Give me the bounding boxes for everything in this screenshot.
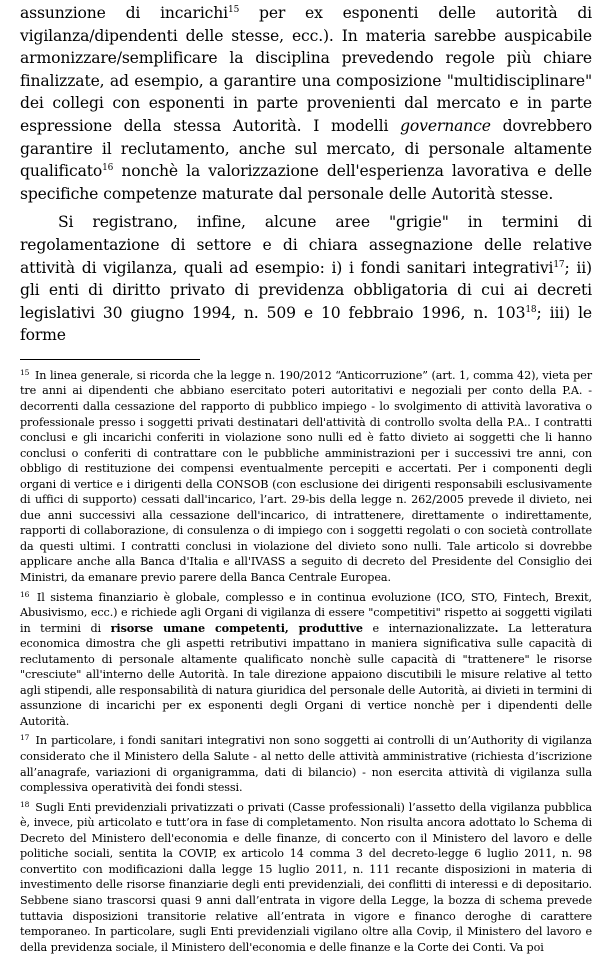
footnote-number: 16 xyxy=(20,589,30,599)
footnote-17: $^{17}$ In particolare, i fondi sanitari integrativi non sono soggetti ai controlli di un’Authority di vigilanza considerato che il Ministero della Salute - al netto delle attività amministrative (richiesta d’iscrizione all’anagrafe, variazioni di organigramma, dati di bilancio) - non esercita attività di vigilanza sulla complessiva operatività dei fondi stessi. xyxy=(20,733,592,795)
body-text xyxy=(20,2,592,347)
footnote-ref-16[interactable]: 16 xyxy=(102,163,114,174)
document-page xyxy=(20,2,592,959)
bold-phrase: risorse umane competenti, produttive xyxy=(110,620,363,635)
footnote-ref-18[interactable]: 18 xyxy=(525,304,537,315)
footnote-15: $^{15}$ In linea generale, si ricorda che la legge n. 190/2012 “Anticorruzione” (art. 1, comma 42), vieta per tre anni ai dipendenti che abbiano esercitato poteri autoritativi e negoziali per conto della P.A. - decorrenti dalla cessazione del rapporto di pubblico impiego - lo svolgimento di attività lavorativa o professionale presso i soggetti privati destinatari dell'attività di controllo svolta della P.A.. I contratti conclusi e gli incarichi conferiti in violazione sono nulli ed è fatto divieto ai soggetti che li hanno conclusi o conferiti di contrattare con le pubbliche amministrazioni per i successivi tre anni, con obbligo di restituzione dei compensi eventualmente percepiti e accertati. Per i componenti degli organi di vertice e i dirigenti della CONSOB (con esclusione dei dirigenti responsabili esclusivamente di uffici di supporto) cessati dall'incarico, l’art. 29-bis della legge n. 262/2005 prevede il divieto, nei due anni successivi alla cessazione dell'incarico, di intrattenere, direttamente o indirettamente, rapporti di collaborazione, di consulenza o di impiego con i soggetti regolati o con società controllate da questi ultimi. I contratti conclusi in violazione del divieto sono nulli. Tale articolo si dovrebbe applicare anche alla Banca d'Italia e all'IVASS a seguito di decreto del Presidente del Consiglio dei Ministri, da emanare previo parere della Banca Centrale Europea. xyxy=(20,367,592,585)
footnote-number: 15 xyxy=(20,367,30,377)
italic-term: governance xyxy=(400,116,491,135)
footnote-ref-15[interactable]: 15 xyxy=(228,5,240,15)
footnotes xyxy=(20,368,592,955)
footnote-number: 18 xyxy=(20,799,30,809)
footnote-ref-17[interactable]: 17 xyxy=(553,259,565,270)
footnote-separator xyxy=(20,359,200,360)
footnote-18: $^{18}$ Sugli Enti previdenziali privatizzati o privati (Casse professionali) l’assetto della vigilanza pubblica è, invece, più articolato e tutt’ora in fase di completamento. Non risulta ancora adottato lo Schema di Decreto del Ministero dell'economia e delle finanze, di concerto con il Ministero del lavoro e delle politiche sociali, sentita la COVIP, ex articolo 14 comma 3 del decreto-legge 6 luglio 2011, n. 98 convertito con modificazioni dalla legge 15 luglio 2011, n. 111 recante disposizioni in materia di investimento delle risorse finanziarie degli enti previdenziali, dei conflitti di interessi e di depositario. Sebbene siano trascorsi quasi 9 anni dall’entrata in vigore della Legge, la bozza di schema prevede tuttavia disposizioni transitorie relative all’entrata in vigore e financo deroghe di carattere temporaneo. In particolare, sugli Enti previdenziali vigilano oltre alla Covip, il Ministero del lavoro e della previdenza sociale, il Ministero dell'economia e delle finanze e la Corte dei Conti. Va poi xyxy=(20,799,592,954)
paragraph-1: assunzione di incarichi$^{15}$ per ex esponenti delle autorità di vigilanza/dipendenti delle stesse, ecc.). In materia sarebbe auspicabile armonizzare/semplificare la disciplina prevedendo regole più chiare finalizzate, ad esempio, a garantire una composizione "multidisciplinare" dei collegi con esponenti in parte provenienti dal mercato e in parte espressione della stessa Autorità. I modelli governance dovrebbero garantire il reclutamento, anche sul mercato, di personale altamente qualificato$^{16}$ nonchè la valorizzazione dell'esperienza lavorativa e delle specifiche competenze maturate dal personale delle Autorità stesse. xyxy=(20,4,592,203)
paragraph-2: Si registrano, infine, alcune aree "grigie" in termini di regolamentazione di settore e di chiara assegnazione delle relative attività di vigilanza, quali ad esempio: i) i fondi sanitari integrativi$^{17}$; ii) gli enti di diritto privato di previdenza obbligatoria di cui ai decreti legislativi 30 giugno 1994, n. 509 e 10 febbraio 1996, n. $103^{18}$; iii) le forme xyxy=(20,213,592,345)
footnote-16: $^{16}$ Il sistema finanziario è globale, complesso e in continua evoluzione (ICO, STO, Fintech, Brexit, Abusivismo, ecc.) e richiede agli Organi di vigilanza di essere "competitivi" rispetto ai soggetti vigilati in termini di risorse umane competenti, produttive e internazionalizzate. La letteratura economica dimostra che gli aspetti retributivi impattano in maniera significativa sulle capacità di reclutamento di personale altamente qualificato nonchè sulle capacità di "trattenere" le risorse "cresciute" all'interno delle Autorità. In tale direzione appaiono discutibili le misure relative al tetto agli stipendi, alle responsabilità di natura giuridica del personale delle Autorità, ai divieti in termini di assunzione di incarichi per ex esponenti degli Organi di vertice nonchè per i dipendenti delle Autorità. xyxy=(20,589,592,728)
footnote-number: 17 xyxy=(20,733,30,743)
